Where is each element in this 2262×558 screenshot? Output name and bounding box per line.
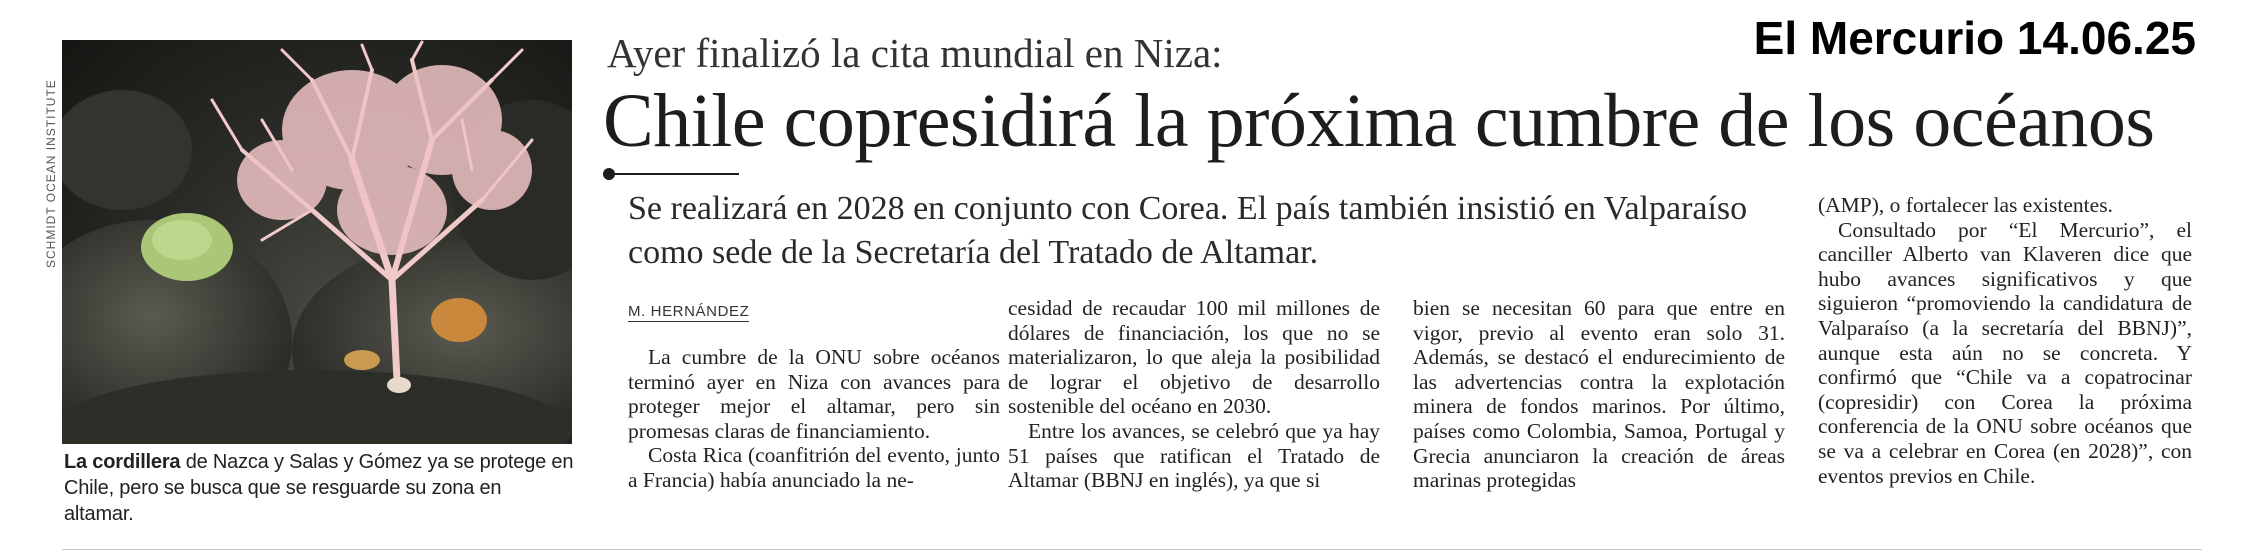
caption-text: de Nazca y Salas y Gómez ya se protege en Chile, pero se busca que se resguarde su zona en altamar. [64, 451, 574, 525]
body-column-4 [1818, 193, 2192, 488]
photo-credit: SCHMIDT OCEAN INSTITUTE [44, 79, 58, 268]
photo-caption [64, 449, 576, 527]
article-photo [62, 40, 572, 444]
paragraph: Consultado por “El Mercurio”, el canciller Alberto van Klaveren dice que hubo avances significativos y que siguieron “promoviendo la candidatura de Valparaíso (a la secretaría del BBNJ)”, aunque esta aún no se concreta. Y confirmó que “Chile va a copatrocinar (copresidir) con Corea la próxima conferencia de la ONU sobre océanos que se va a celebrar en Corea (en 2028)”, con eventos previos en Chile. [1818, 217, 2192, 488]
paragraph: (AMP), o fortalecer las existentes. [1818, 193, 2113, 217]
headline: Chile copresidirá la próxima cumbre de los océanos [603, 79, 2155, 163]
rule-line [609, 173, 739, 175]
bottom-divider [62, 549, 2202, 550]
source-label: El Mercurio 14.06.25 [1753, 12, 2196, 64]
body-column-2 [1008, 296, 1380, 493]
kicker: Ayer finalizó la cita mundial en Niza: [607, 30, 1223, 76]
body-column-1 [628, 345, 1000, 493]
caption-lead: La cordillera [64, 451, 181, 473]
paragraph: Costa Rica (coanfitrión del evento, junto a Francia) había anunciado la ne- [628, 443, 1000, 492]
deck: Se realizará en 2028 en conjunto con Corea. El país también insistió en Valparaíso como sede de la Secretaría del Tratado de Altamar. [628, 190, 1748, 271]
paragraph: bien se necesitan 60 para que entre en vigor, previo al evento eran solo 31. Además, se destacó el endurecimiento de las advertencias contra la explotación minera de fondos marinos. Por último, países como Colombia, Samoa, Portugal y Grecia anunciaron la creación de áreas marinas protegidas [1413, 296, 1785, 493]
body-column-3 [1413, 296, 1785, 493]
paragraph: Entre los avances, se celebró que ya hay 51 países que ratifican el Tratado de Altamar (BBNJ en inglés), ya que si [1008, 418, 1380, 493]
paragraph: La cumbre de la ONU sobre océanos terminó ayer en Niza con avances para proteger mejor el altamar, pero sin promesas claras de financiamiento. [628, 345, 1000, 443]
coral-photo-illustration [62, 40, 572, 444]
byline: M. HERNÁNDEZ [628, 303, 750, 320]
paragraph: cesidad de recaudar 100 mil millones de dólares de financiación, los que no se materializaron, lo que aleja la posibilidad de lograr el objetivo de desarrollo sostenible del océano en 2030. [1008, 296, 1380, 419]
